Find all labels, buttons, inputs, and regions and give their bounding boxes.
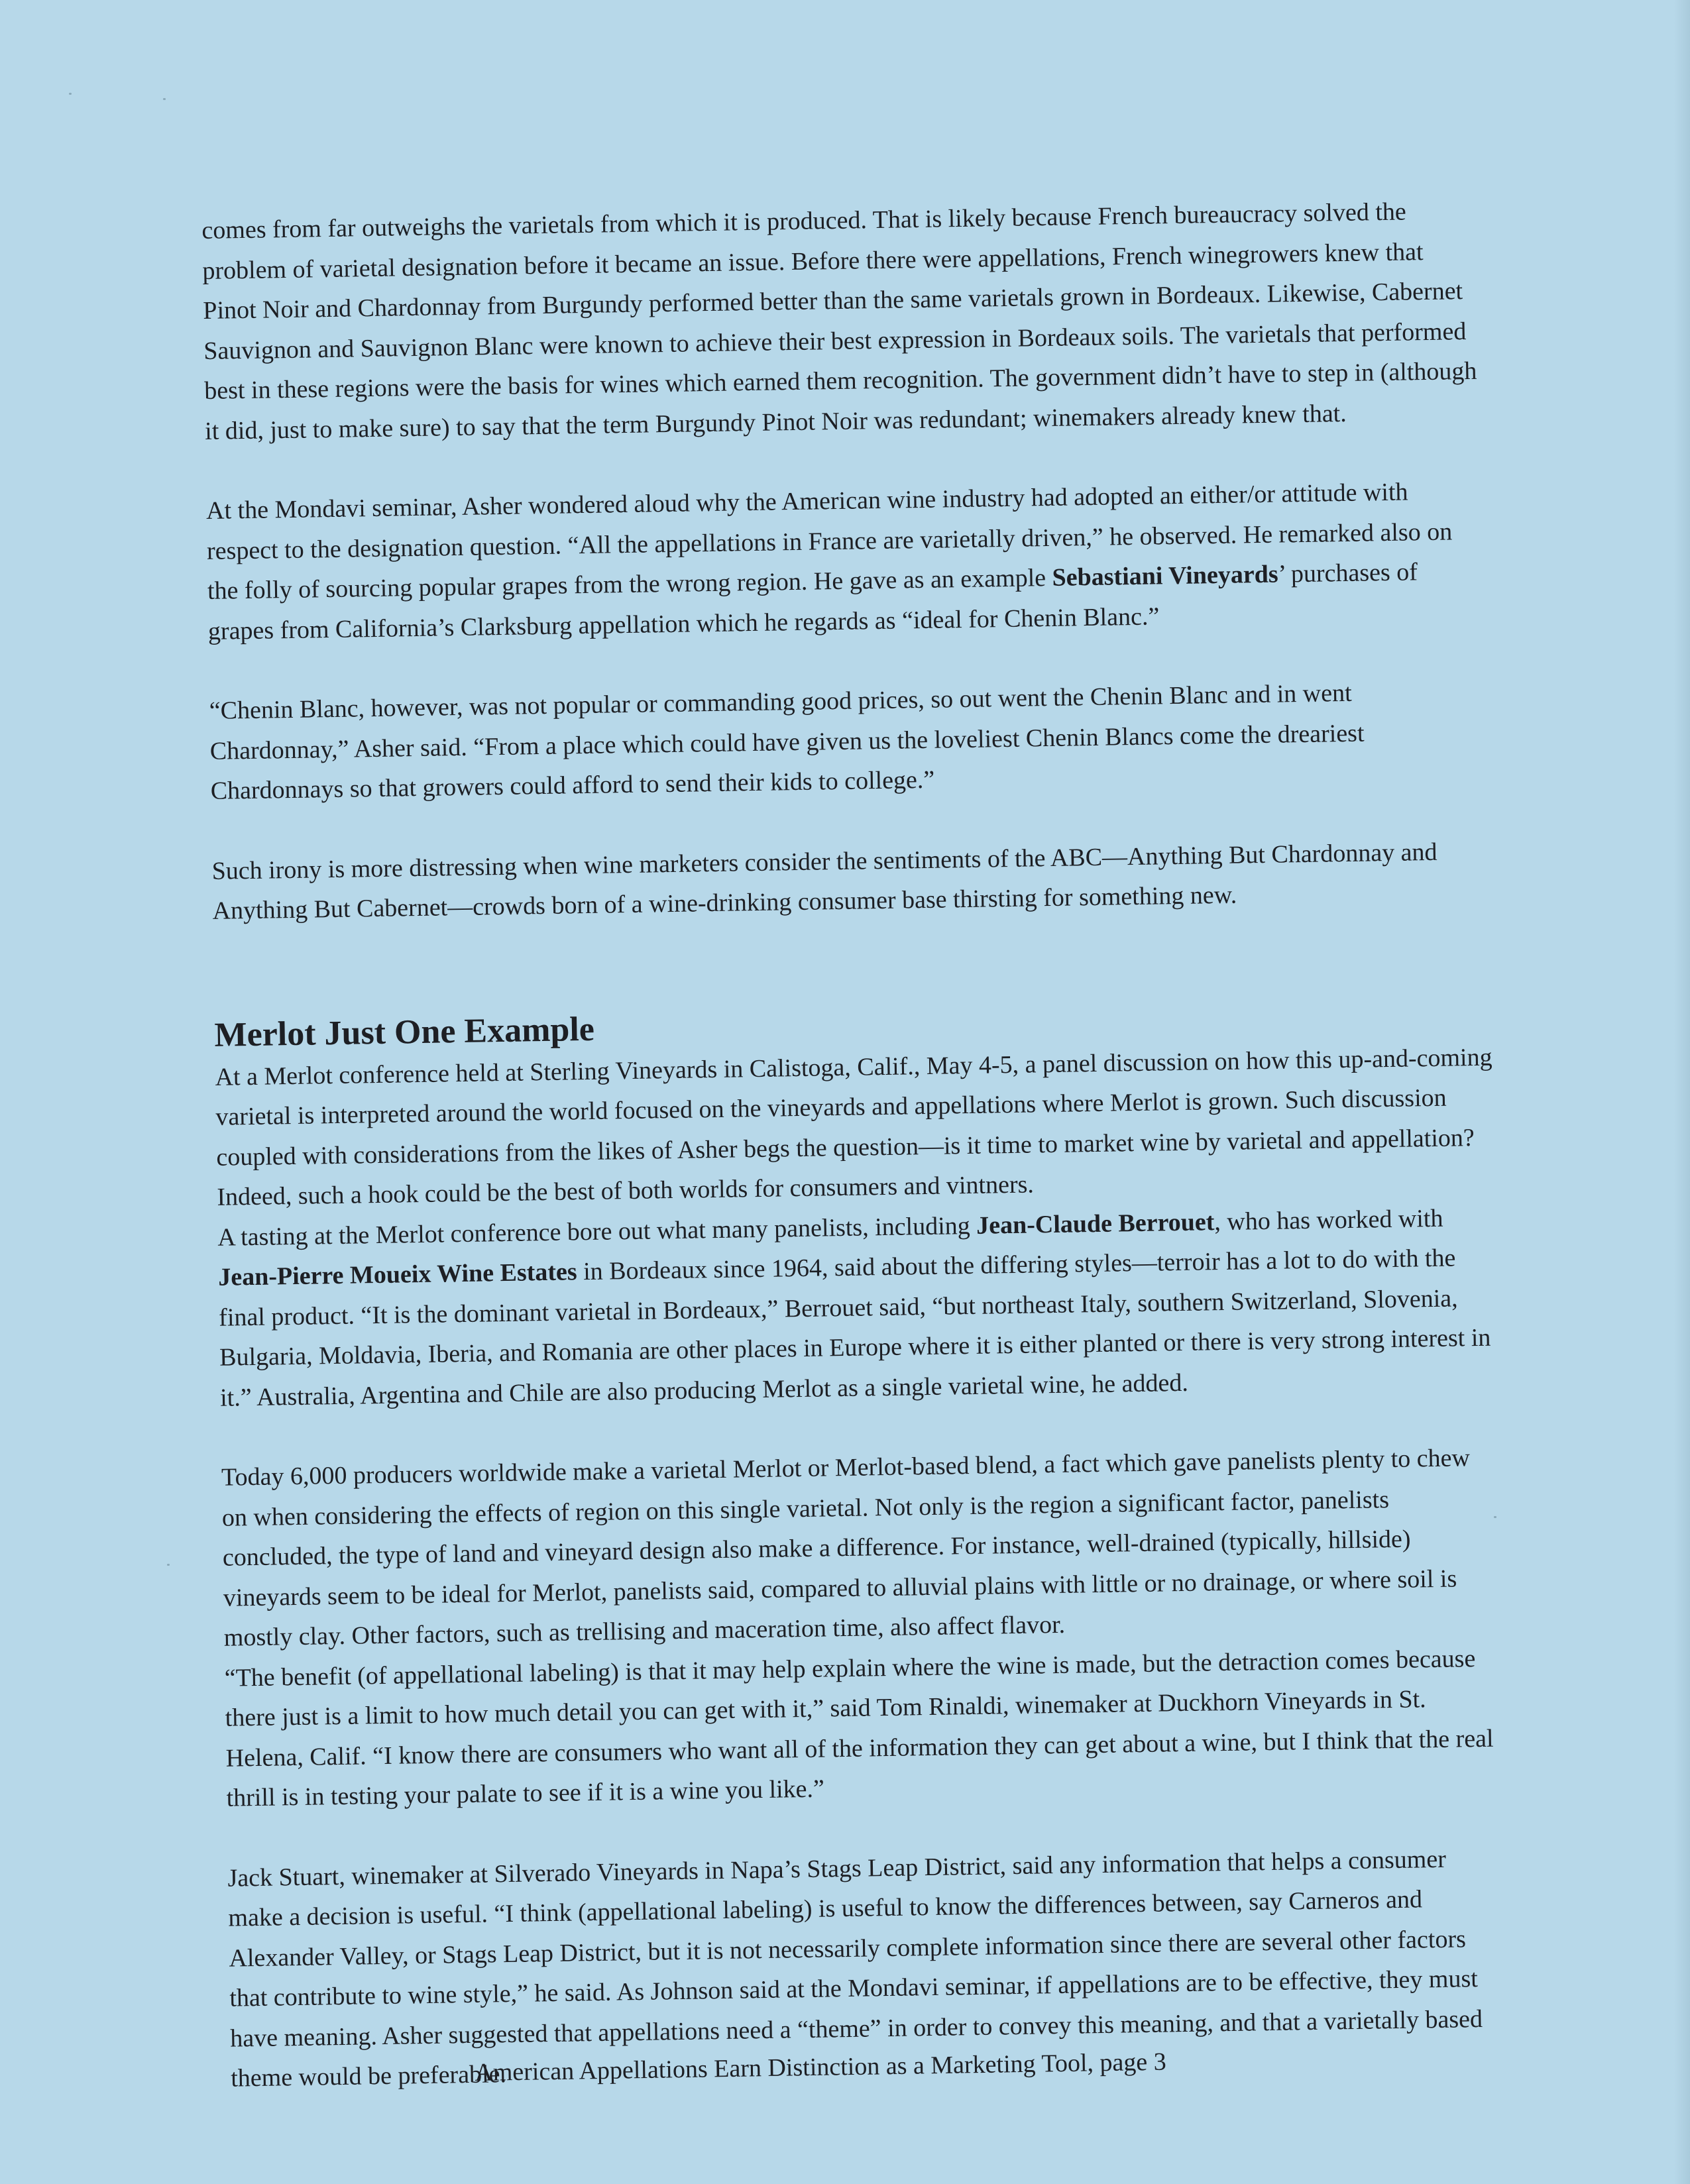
text-run: A tasting at the Merlot conference bore out what many panelists, including bbox=[217, 1211, 977, 1252]
bold-name-moueix: Jean-Pierre Moueix Wine Estates bbox=[217, 1258, 577, 1291]
scan-speck bbox=[163, 98, 166, 100]
text-run: At the Mondavi seminar, Asher wondered aloud why the American wine industry had adopted an either/or attitude with respect to the designation question. “All the appellations in France are varietally driven,” he observed. He remarked also on the folly of sourcing popular grapes from the wrong region. He gave as an example bbox=[205, 478, 1453, 605]
section-heading: Merlot Just One Example bbox=[214, 1010, 595, 1054]
paragraph-chenin-blanc-quote: “Chenin Blanc, however, was not popular or commanding good prices, so out went the Chenin Blanc and in went Chardonnay,” Asher said. “From a place which could have given us the loveliest Chenin Blancs come the dreariest Chardonnays so that growers could afford to send their kids to college.” bbox=[209, 679, 1365, 805]
scan-speck bbox=[69, 93, 72, 95]
scan-speck bbox=[167, 1564, 170, 1566]
article-body bbox=[201, 191, 1510, 2099]
text-run: ’ purchases of grapes from California’s Clarksburg appellation which he regards as “ideal for Chenin Blanc.” bbox=[207, 558, 1418, 645]
page-footer: American Appellations Earn Distinction as a Marketing Tool, page 3 bbox=[475, 2048, 1167, 2087]
paragraph-merlot-conference: At a Merlot conference held at Sterling Vineyards in Calistoga, Calif., May 4-5, a panel discussion on how this up-and-coming varietal is interpreted around the world focused on the vineyards and appellations where Merlot is grown. Such discussion coupled with considerations from the likes of Asher begs the question—is it time to market wine by varietal and appellation? Indeed, such a hook could be the best of both worlds for consumers and vintners. bbox=[215, 1043, 1493, 1211]
page-edge-shadow bbox=[1674, 0, 1690, 2184]
paragraph-mondavi-seminar bbox=[206, 471, 1488, 651]
text-run: , who has worked with bbox=[1214, 1204, 1443, 1236]
paragraph-rinaldi-quote: “The benefit (of appellational labeling) is that it may help explain where the wine is made, but the detraction comes because there just is a limit to how much detail you can get with it,” said Tom Rinaldi, winemaker at Duckhorn Vineyards in St. Helena, Calif. “I know there are consumers who want all of the information they can get about a wine, but I think that the real thrill is in testing your palate to see if it is a wine you like.” bbox=[224, 1644, 1494, 1812]
paragraph-merlot-tasting bbox=[217, 1197, 1500, 1418]
bold-name-sebastiani: Sebastiani Vineyards bbox=[1052, 560, 1278, 592]
paragraph-abc-irony: Such irony is more distressing when wine marketers consider the sentiments of the ABC—Anything But Chardonnay and Anything But Cabernet—crowds born of a wine-drinking consumer base thirsting for something new. bbox=[211, 838, 1437, 925]
bold-name-berrouet: Jean-Claude Berrouet bbox=[976, 1207, 1215, 1240]
text-run: in Bordeaux since 1964, said about the differing styles—terroir has a lot to do with the final product. “It is the dominant varietal in Bordeaux,” Berrouet said, “but northeast Italy, southern Switzerland, Slovenia, Bulgaria, Moldavia, Iberia, and Romania are other places in Europe where it is either planted or there is very strong interest in it.” Australia, Argentina and Chile are also producing Merlot as a single varietal wine, he added. bbox=[218, 1244, 1491, 1412]
paragraph-stuart-quote: Jack Stuart, winemaker at Silverado Vineyards in Napa’s Stags Leap District, said any information that helps a consumer make a decision is useful. “I think (appellational labeling) is useful to know the differences between, say Carneros and Alexander Valley, or Stags Leap District, but it is not necessarily complete information since there are several other factors that contribute to wine style,” he said. As Johnson said at the Mondavi seminar, if appellations are to be effective, they must have meaning. Asher suggested that appellations need a “theme” in order to convey this meaning, and that a varietally based theme would be preferable. bbox=[227, 1845, 1483, 2093]
paragraph-french-appellations: comes from far outweighs the varietals from which it is produced. That is likely because French bureaucracy solved the problem of varietal designation before it became an issue. Before there were appellations, French winegrowers knew that Pinot Noir and Chardonnay from Burgundy performed better than the same varietals grown in Bordeaux. Likewise, Cabernet Sauvignon and Sauvignon Blanc were known to achieve their best expression in Bordeaux soils. The varietals that performed best in these regions were the basis for wines which earned them recognition. The government didn’t have to step in (although it did, just to make sure) to say that the term Burgundy Pinot Noir was redundant; winemakers already knew that. bbox=[201, 197, 1477, 445]
paragraph-merlot-producers: Today 6,000 producers worldwide make a varietal Merlot or Merlot-based blend, a fact which gave panelists plenty to chew on when considering the effects of region on this single varietal. Not only is the region a significant factor, panelists concluded, the type of land and vineyard design also make a difference. For instance, well-drained (typically, hillside) vineyards seem to be ideal for Merlot, panelists said, compared to alluvial plains with little or no drainage, or where soil is mostly clay. Other factors, such as trellising and maceration time, also affect flavor. bbox=[221, 1444, 1471, 1652]
